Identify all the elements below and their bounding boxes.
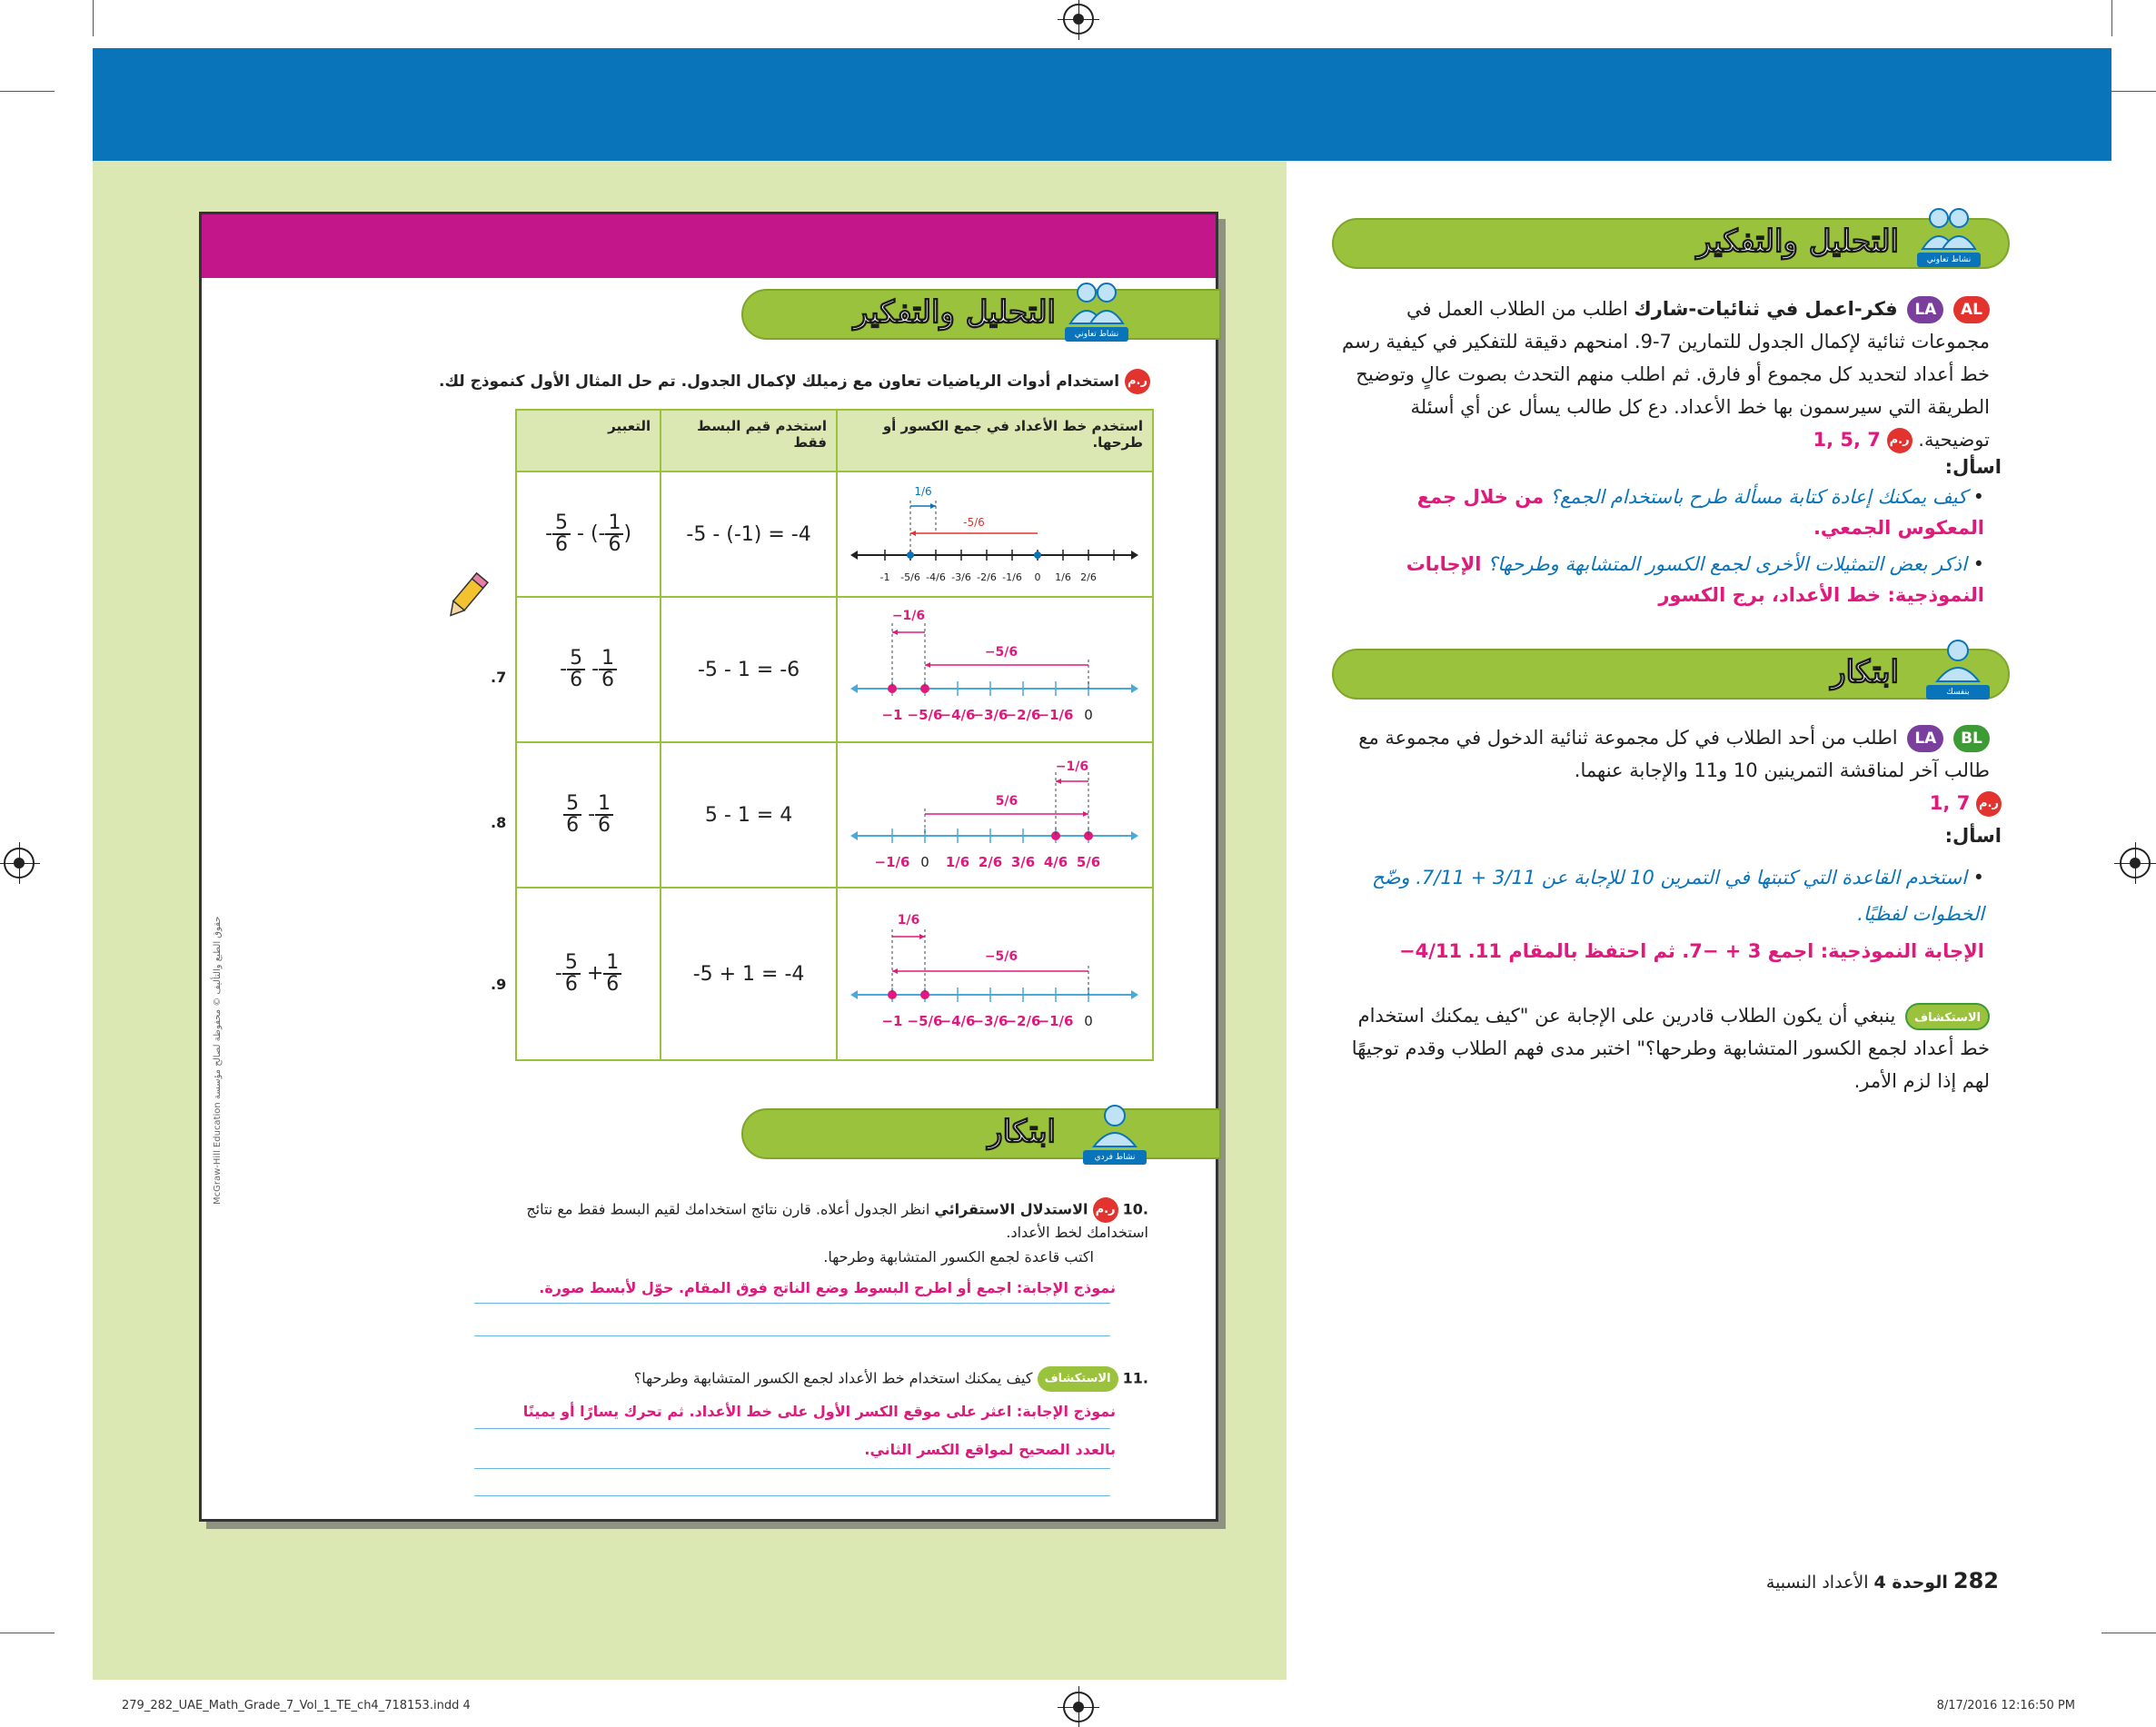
expression-cell: $\frac{5}{6}$ - $\frac{1}{6}$: [516, 742, 661, 888]
tick-label: −4/6: [939, 1013, 976, 1029]
tick-label: −2/6: [1005, 707, 1041, 723]
exercise-number: .7: [491, 669, 507, 686]
arrow-label: 1/6: [914, 485, 932, 498]
tick-label: 4/6: [1043, 854, 1068, 870]
tick-label: 0: [1084, 1013, 1093, 1029]
tick-label: 0: [1034, 571, 1041, 583]
ask-answer-3: الإجابة النموذجية: اجمع 3 + −7. ثم احتفظ بالمقام 11. −4/11: [1317, 936, 1984, 967]
think-pair-share-title: فكر-اعمل في ثنائيات-شارك: [1634, 298, 1898, 320]
individual-activity-icon: [1926, 638, 1990, 696]
arrow-label: 5/6: [995, 794, 1018, 809]
tick-label: 2/6: [978, 854, 1003, 870]
student-page-header: [202, 214, 1216, 278]
individual-tag: نشاط فردي: [1083, 1150, 1147, 1165]
crop-mark: [2111, 0, 2112, 36]
analysis-section-bar-right: [1332, 218, 2010, 269]
arrow-label: −1/6: [891, 609, 926, 623]
q10-text: انظر الجدول أعلاه. قارن نتائج استخدامك لقيم البسط فقط مع نتائج استخدامك لخط الأعداد.: [526, 1200, 1148, 1241]
expression-cell: - $\frac{5}{6}$ - $\frac{1}{6}$: [516, 597, 661, 742]
tick-label: -1: [879, 571, 890, 583]
page-footer: [1766, 1564, 1999, 1599]
instruction-text: استخدام أدوات الرياضيات تعاون مع زميلك لإكمال الجدول. تم حل المثال الأول كنموذج لك.: [438, 372, 1120, 391]
pairing-paragraph: [1336, 721, 1990, 787]
cooperative-tag: نشاط تعاوني: [1065, 327, 1128, 342]
creativity-title-right: ابتكار: [1831, 654, 1899, 690]
ask-label: اسأل:: [1944, 456, 2002, 478]
ask-answer-2: الإجابات النموذجية: خط الأعداد، برج الكسور: [1406, 553, 1984, 606]
exercise-number: .9: [491, 976, 507, 993]
ask-answer-1: من خلال جمع المعكوس الجمعي.: [1416, 486, 1984, 539]
explore-text: ينبغي أن يكون الطلاب قادرين على الإجابة عن "كيف يمكنك استخدام خط أعداد لجمع الكسور المتشابهة وطرحها؟" اختبر مدى فهم الطلاب وقدم توجيهًا لهم إذا لزم الأمر.: [1351, 1005, 1990, 1092]
tick-label: −1/6: [1038, 1013, 1074, 1029]
number-line-cell: [837, 471, 1153, 597]
cooperative-activity-icon: [1065, 280, 1128, 338]
exercise-number: .8: [491, 814, 507, 831]
individual-tag: بنفسك: [1926, 685, 1990, 700]
table-instruction: [333, 369, 1150, 394]
unit-label: الوحدة 4: [1873, 1573, 1948, 1593]
tick-label: −1: [881, 707, 903, 723]
explore-paragraph: [1336, 999, 1990, 1097]
table-row: [516, 597, 1153, 742]
analysis-section-title: التحليل والتفكير: [853, 294, 1056, 331]
cooperative-tag: نشاط تعاوني: [1917, 253, 1981, 267]
answer-line: [474, 1428, 1110, 1429]
registration-mark: [2120, 848, 2151, 878]
slug-file: 279_282_UAE_Math_Grade_7_Vol_1_TE_ch4_718153.indd 4: [122, 1699, 471, 1712]
tick-label: 1/6: [1055, 571, 1071, 583]
header-numerators: استخدم قيم البسط فقط: [661, 410, 837, 471]
tick-label: −5/6: [907, 707, 943, 723]
arrow-label: 1/6: [897, 913, 920, 928]
tick-label: 1/6: [945, 854, 970, 870]
q11-answer-line2: بالعدد الصحيح لمواقع الكسر الثاني.: [864, 1441, 1116, 1458]
question-11: .11 الاستكشاف كيف يمكنك استخدام خط الأعداد لجمع الكسور المتشابهة وطرحها؟: [494, 1366, 1148, 1392]
tick-label: 0: [920, 854, 929, 870]
ask-bullet-1: • كيف يمكنك إعادة كتابة مسألة طرح باستخدام الجمع؟ من خلال جمع المعكوس الجمعي.: [1416, 486, 1984, 539]
q3-expression: 7/11 + 3/11: [1421, 867, 1536, 888]
level-badge-la: LA: [1907, 725, 1943, 752]
tick-label: −2/6: [1005, 1013, 1041, 1029]
math-practice-badge: ر.م: [1093, 1197, 1118, 1223]
row8-number-line: [838, 745, 1150, 881]
math-practice-badge: ر.م: [1887, 428, 1913, 453]
tick-label: -1/6: [1002, 571, 1022, 583]
tick-label: -3/6: [951, 571, 971, 583]
table-row: [516, 742, 1153, 888]
individual-activity-icon: [1083, 1103, 1147, 1161]
expression-cell: - $\frac{5}{6}$ + $\frac{1}{6}$: [516, 888, 661, 1060]
tick-label: -2/6: [977, 571, 997, 583]
answer-line: [474, 1495, 1110, 1496]
q11-answer-line1: نموذج الإجابة: اعثر على موقع الكسر الأول على خط الأعداد. ثم تحرك يسارًا أو يمينًا: [522, 1403, 1116, 1420]
fraction-table: [515, 409, 1154, 1061]
answer-line: [474, 1303, 1110, 1304]
row7-number-line: [838, 600, 1150, 736]
q3-answer-fraction: −4/11: [1399, 940, 1463, 962]
number-line-cell: [837, 597, 1153, 742]
row9-number-line: [838, 895, 1150, 1049]
level-badge-al: AL: [1953, 296, 1990, 323]
tick-label: −1: [881, 1013, 903, 1029]
cooperative-activity-icon: [1917, 205, 1981, 263]
creativity-section-title: ابتكار: [988, 1114, 1056, 1150]
q10-title: الاستدلال الاستقرائي: [934, 1200, 1088, 1218]
unit-title: الأعداد النسبية: [1765, 1573, 1869, 1593]
tick-label: −3/6: [972, 1013, 1008, 1029]
table-row: [516, 888, 1153, 1060]
pairing-refs: ر.م 1, 7: [1930, 787, 2002, 819]
answer-line: [474, 1335, 1110, 1336]
tick-label: -4/6: [926, 571, 946, 583]
explore-badge: الاستكشاف: [1038, 1366, 1118, 1392]
tick-label: 5/6: [1076, 854, 1101, 870]
ask-label-2: اسأل:: [1944, 825, 2002, 847]
numerator-equation: 5 - 1 = 4: [661, 742, 837, 888]
pencil-icon: [440, 569, 494, 623]
question-10-part2: اكتب قاعدة لجمع الكسور المتشابهة وطرحها.: [823, 1248, 1094, 1265]
tick-label: −4/6: [939, 707, 976, 723]
answer-line: [474, 1468, 1110, 1469]
tick-label: 0: [1084, 707, 1093, 723]
table-row: [516, 471, 1153, 597]
arrow-label: −1/6: [1055, 759, 1089, 774]
tick-label: −3/6: [972, 707, 1008, 723]
q10-answer: نموذج الإجابة: اجمع أو اطرح البسوط وضع الناتج فوق المقام. حوّل لأبسط صورة.: [539, 1279, 1116, 1296]
ask-question-2: اذكر بعض التمثيلات الأخرى لجمع الكسور المتشابهة وطرحها؟: [1487, 553, 1967, 575]
number-line-cell: [837, 742, 1153, 888]
expression-cell: - $\frac{5}{6}$ - (- $\frac{1}{6}$ ): [516, 471, 661, 597]
tick-label: -5/6: [900, 571, 920, 583]
q11-text: كيف يمكنك استخدام خط الأعداد لجمع الكسور المتشابهة وطرحها؟: [633, 1369, 1033, 1387]
registration-mark: [4, 848, 35, 878]
tick-label: −1/6: [874, 854, 910, 870]
header-expression: التعبير: [516, 410, 661, 471]
think-pair-share-text: اطلب من الطلاب العمل في مجموعات ثنائية لإكمال الجدول للتمارين 7-9. امنحهم دقيقة للتفكير في كيفية رسم خط أعداد لتحديد كل مجموع أو فارق. ثم اطلب منهم التحدث بصوت عالٍ وتوضيح الطريقة التي سيرسمون بها خط الأعداد. دع كل طالب يسأل عن أي أسئلة توضيحية.: [1341, 298, 1990, 451]
crop-mark: [93, 0, 94, 36]
level-badge-bl: BL: [1953, 725, 1990, 752]
creativity-section-bar-right: [1332, 649, 2010, 700]
arrow-label: -5/6: [963, 516, 985, 529]
numerator-equation: -5 - (-1) = -4: [661, 471, 837, 597]
question-10: .10 ر.م الاستدلال الاستقرائي انظر الجدول أعلاه. قارن نتائج استخدامك لقيم البسط فقط مع نتائج استخدامك لخط الأعداد.: [494, 1197, 1148, 1243]
student-page: [199, 212, 1218, 1522]
practice-refs: 1, 5, 7: [1813, 429, 1881, 451]
copyright-credit: McGraw-Hill Education حقوق الطبع والتأليف © محفوظة لصالح مؤسسة: [213, 916, 223, 1205]
number-line-cell: [837, 888, 1153, 1060]
explore-badge: الاستكشاف: [1905, 1003, 1990, 1030]
math-practice-badge: ر.م: [1976, 791, 2002, 817]
ask-bullet-3: • استخدم القاعدة التي كتبتها في التمرين 10 للإجابة عن 7/11 + 3/11. وضّح الخطوات لفظيًا.: [1317, 859, 1984, 932]
math-practice-badge: ر.م: [1125, 369, 1150, 394]
creativity-section-bar: [741, 1108, 1221, 1159]
numerator-equation: -5 + 1 = -4: [661, 888, 837, 1060]
tick-label: 2/6: [1080, 571, 1097, 583]
top-blue-banner: [93, 48, 2111, 161]
example-number-line: [838, 473, 1150, 591]
analysis-title-right: التحليل والتفكير: [1696, 223, 1899, 260]
ask-question-1: كيف يمكنك إعادة كتابة مسألة طرح باستخدام الجمع؟: [1549, 486, 1967, 508]
level-badge-la: LA: [1907, 296, 1943, 323]
numerator-equation: -5 - 1 = -6: [661, 597, 837, 742]
analysis-section-bar: [741, 289, 1221, 340]
tick-label: −1/6: [1038, 707, 1074, 723]
pairing-text: اطلب من أحد الطلاب في كل مجموعة ثنائية الدخول في مجموعة مع طالب آخر لمناقشة التمرينين 10 و11 والإجابة عنهما.: [1358, 727, 1990, 781]
page-number: 282: [1952, 1568, 1999, 1593]
header-number-line: استخدم خط الأعداد في جمع الكسور أو طرحها.: [837, 410, 1153, 471]
crop-mark: [0, 91, 55, 92]
tick-label: 3/6: [1010, 854, 1036, 870]
tick-label: −5/6: [907, 1013, 943, 1029]
print-slug: [93, 1688, 2111, 1724]
arrow-label: −5/6: [984, 949, 1018, 964]
slug-date: 8/17/2016 12:16:50 PM: [1936, 1699, 2075, 1712]
registration-mark: [1063, 4, 1094, 35]
arrow-label: −5/6: [984, 645, 1018, 660]
ask-bullet-2: • اذكر بعض التمثيلات الأخرى لجمع الكسور المتشابهة وطرحها؟ الإجابات النموذجية: خط الأعداد، برج الكسور: [1406, 553, 1984, 606]
think-pair-share-paragraph: [1336, 293, 1990, 456]
